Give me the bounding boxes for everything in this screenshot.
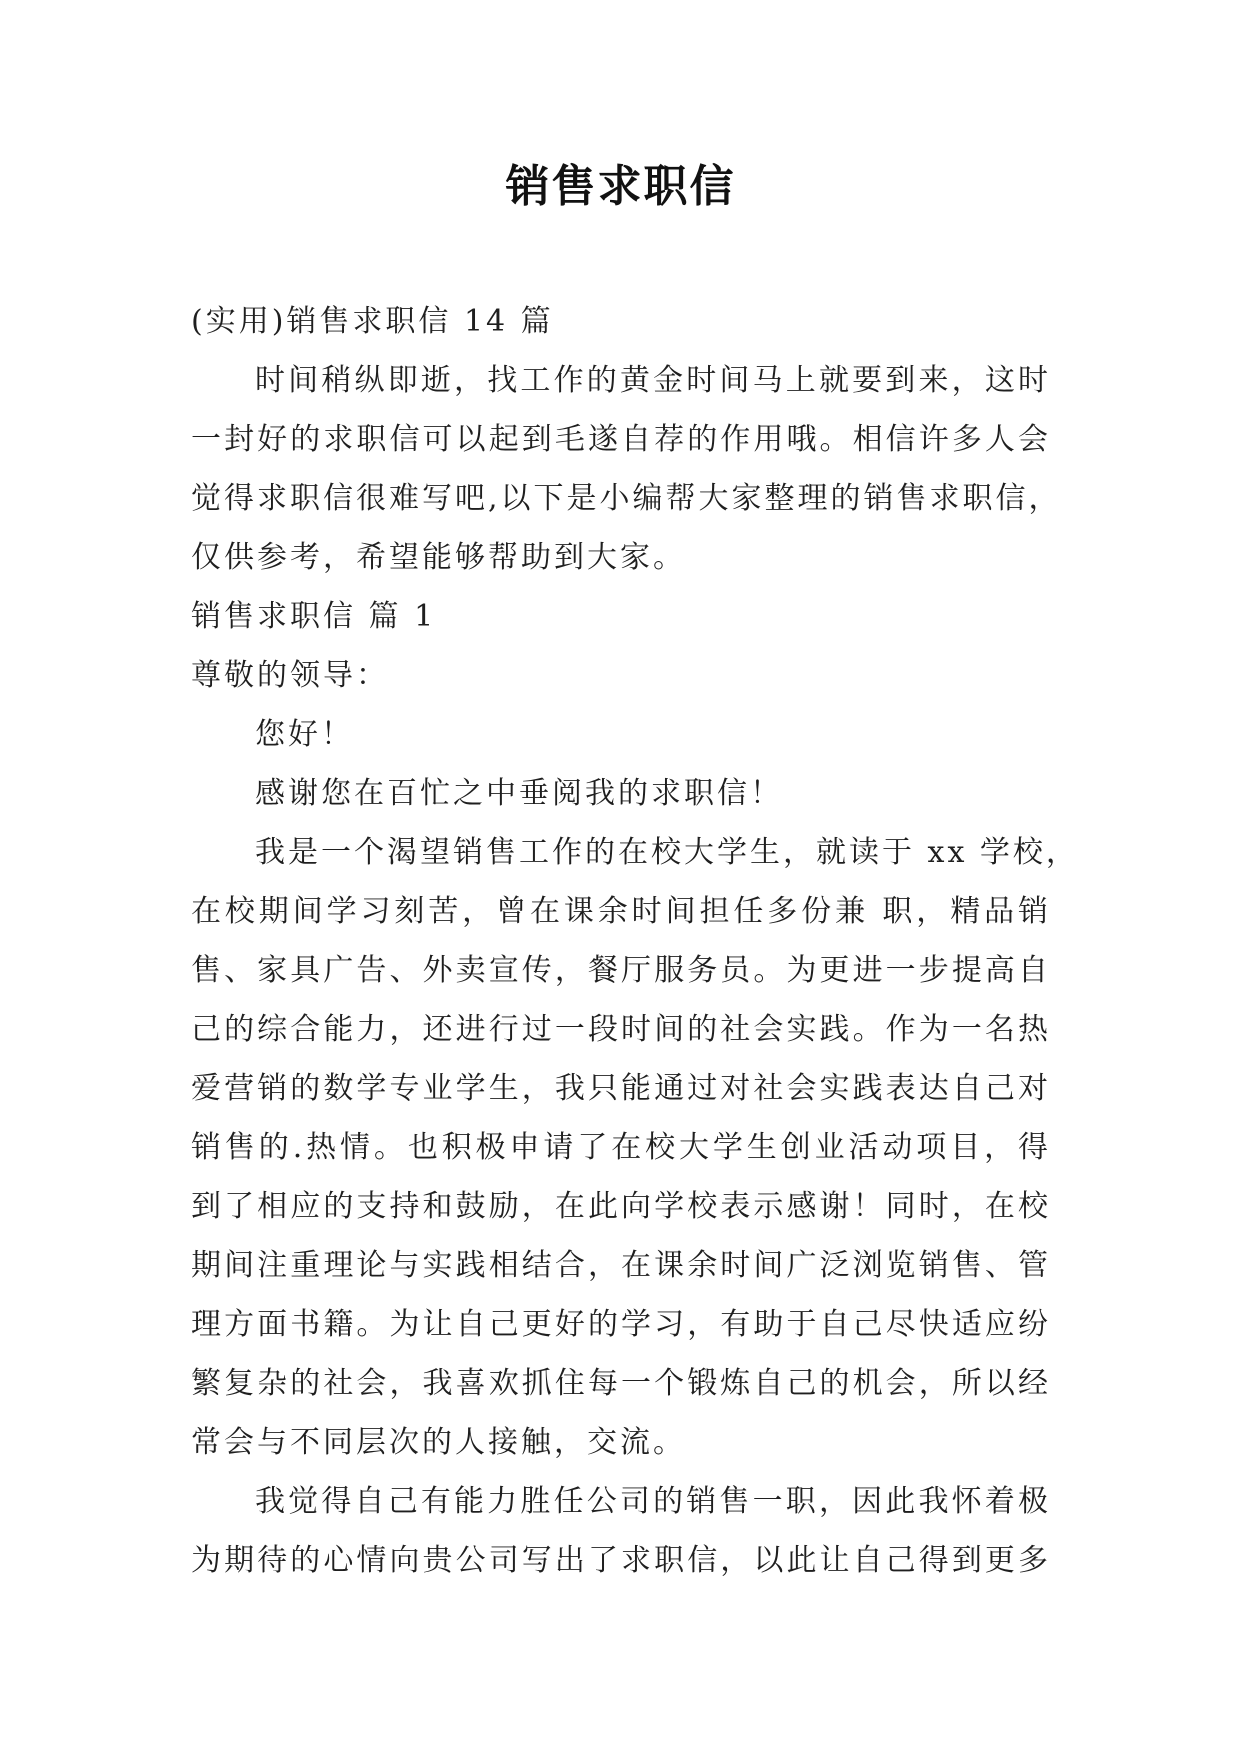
body-paragraph-2-line-2: 为期待的心情向贵公司写出了求职信，以此让自己得到更多 — [191, 1543, 1051, 1578]
section-heading: 销售求职信 篇 1 — [191, 599, 437, 634]
document-title: 销售求职信 — [505, 161, 736, 212]
intro-paragraph-line-2: 一封好的求职信可以起到毛遂自荐的作用哦。相信许多人会 — [191, 422, 1051, 457]
body-paragraph-1-line-2: 在校期间学习刻苦，曾在课余时间担任多份兼 职，精品销 — [191, 894, 1051, 929]
body-paragraph-1-line-8: 期间注重理论与实践相结合，在课余时间广泛浏览销售、管 — [191, 1248, 1051, 1283]
body-paragraph-1-line-7: 到了相应的支持和鼓励，在此向学校表示感谢！同时，在校 — [191, 1189, 1051, 1224]
subtitle-line: (实用)销售求职信 14 篇 — [191, 304, 554, 339]
body-paragraph-1-line-6: 销售的.热情。也积极申请了在校大学生创业活动项目，得 — [191, 1130, 1051, 1165]
body-paragraph-1-line-11: 常会与不同层次的人接触，交流。 — [191, 1425, 686, 1460]
body-paragraph-1-line-1: 我是一个渴望销售工作的在校大学生，就读于 xx 学校， — [255, 835, 1079, 870]
body-paragraph-2-line-1: 我觉得自己有能力胜任公司的销售一职，因此我怀着极 — [255, 1484, 1051, 1519]
body-paragraph-1-line-5: 爱营销的数学专业学生，我只能通过对社会实践表达自己对 — [191, 1071, 1051, 1106]
thanks-line: 感谢您在百忙之中垂阅我的求职信！ — [255, 776, 783, 811]
intro-paragraph-line-1: 时间稍纵即逝，找工作的黄金时间马上就要到来，这时 — [255, 363, 1051, 398]
intro-paragraph-line-4: 仅供参考，希望能够帮助到大家。 — [191, 540, 686, 575]
body-paragraph-1-line-4: 己的综合能力，还进行过一段时间的社会实践。作为一名热 — [191, 1012, 1051, 1047]
body-paragraph-1-line-10: 繁复杂的社会，我喜欢抓住每一个锻炼自己的机会，所以经 — [191, 1366, 1051, 1401]
intro-paragraph-line-3: 觉得求职信很难写吧,以下是小编帮大家整理的销售求职信， — [191, 481, 1062, 516]
body-paragraph-1-line-3: 售、家具广告、外卖宣传，餐厅服务员。为更进一步提高自 — [191, 953, 1051, 988]
document-body — [191, 292, 1079, 1590]
body-paragraph-1-line-9: 理方面书籍。为让自己更好的学习，有助于自己尽快适应纷 — [191, 1307, 1051, 1342]
salutation: 尊敬的领导： — [191, 658, 389, 693]
greeting: 您好！ — [255, 717, 354, 752]
